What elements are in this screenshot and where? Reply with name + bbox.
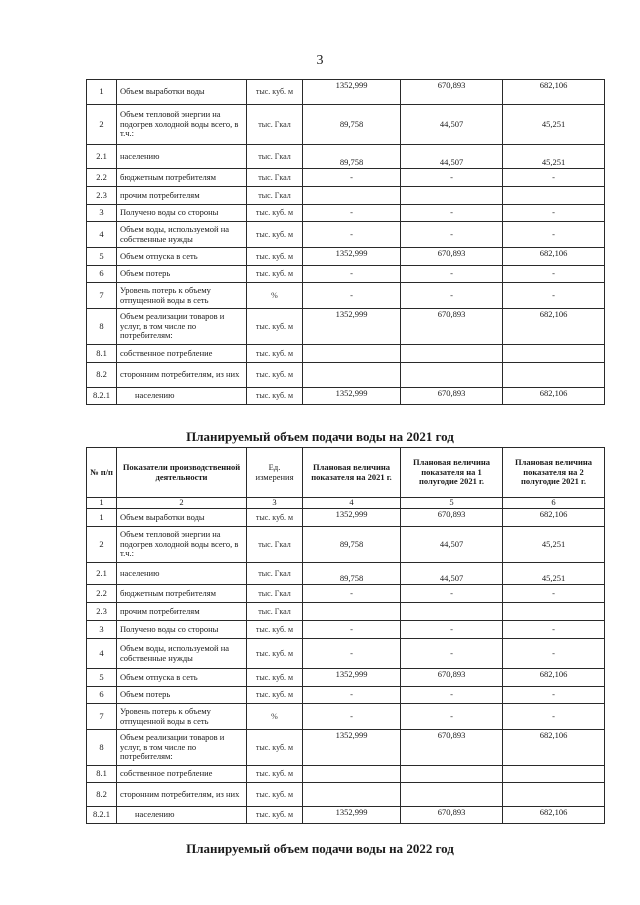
value-cell bbox=[303, 363, 401, 388]
unit-cell: тыс. Гкал bbox=[247, 603, 303, 621]
table-row bbox=[87, 730, 605, 766]
value-cell: 1352,999 bbox=[303, 80, 401, 105]
indicator-name: Объем тепловой энергии на подогрев холодной воды всего, в т.ч.: bbox=[117, 105, 247, 145]
indicator-name: Объем выработки воды bbox=[117, 80, 247, 105]
value-cell: 670,893 bbox=[401, 509, 503, 527]
value-cell bbox=[401, 766, 503, 783]
table-row bbox=[87, 105, 605, 145]
unit-cell: тыс. куб. м bbox=[247, 345, 303, 363]
value-cell: 44,507 bbox=[401, 527, 503, 563]
row-number: 2.2 bbox=[87, 585, 117, 603]
value-cell bbox=[303, 783, 401, 807]
value-cell: 45,251 bbox=[503, 563, 605, 585]
column-number-row bbox=[87, 498, 605, 509]
table-row bbox=[87, 187, 605, 205]
indicator-name: прочим потребителям bbox=[117, 187, 247, 205]
water-supply-table-continued bbox=[86, 79, 605, 405]
unit-cell: тыс. Гкал bbox=[247, 187, 303, 205]
unit-cell: тыс. куб. м bbox=[247, 807, 303, 824]
unit-cell: тыс. куб. м bbox=[247, 363, 303, 388]
value-cell: 670,893 bbox=[401, 730, 503, 766]
value-cell bbox=[503, 766, 605, 783]
value-cell: 44,507 bbox=[401, 563, 503, 585]
header-row bbox=[87, 448, 605, 498]
table-row bbox=[87, 807, 605, 824]
value-cell: 44,507 bbox=[401, 145, 503, 169]
value-cell bbox=[303, 187, 401, 205]
section-title-2021: Планируемый объем подачи воды на 2021 год bbox=[186, 429, 454, 444]
indicator-name: собственное потребление bbox=[117, 766, 247, 783]
indicator-name: Объем реализации товаров и услуг, в том числе по потребителям: bbox=[117, 309, 247, 345]
water-supply-table-2021 bbox=[86, 447, 605, 824]
indicator-name: сторонним потребителям, из них bbox=[117, 363, 247, 388]
unit-cell: тыс. куб. м bbox=[247, 669, 303, 687]
row-number: 8.2.1 bbox=[87, 388, 117, 405]
value-cell: 670,893 bbox=[401, 669, 503, 687]
value-cell: - bbox=[503, 639, 605, 669]
row-number: 2 bbox=[87, 105, 117, 145]
row-number: 8.2 bbox=[87, 363, 117, 388]
value-cell bbox=[503, 187, 605, 205]
value-cell: 682,106 bbox=[503, 509, 605, 527]
value-cell: 670,893 bbox=[401, 80, 503, 105]
value-cell: - bbox=[401, 704, 503, 730]
value-cell: 89,758 bbox=[303, 105, 401, 145]
value-cell: - bbox=[503, 283, 605, 309]
value-cell: - bbox=[401, 205, 503, 222]
value-cell: 682,106 bbox=[503, 80, 605, 105]
indicator-name: Объем отпуска в сеть bbox=[117, 248, 247, 266]
header-plan-year: Плановая величина показателя на 2021 г. bbox=[303, 448, 401, 498]
value-cell bbox=[401, 187, 503, 205]
indicator-name: Уровень потерь к объему отпущенной воды в сеть bbox=[117, 704, 247, 730]
indicator-name: населению bbox=[117, 388, 247, 405]
value-cell: 1352,999 bbox=[303, 730, 401, 766]
column-number: 4 bbox=[303, 498, 401, 509]
indicator-name: Объем воды, используемой на собственные нужды bbox=[117, 639, 247, 669]
row-number: 8 bbox=[87, 309, 117, 345]
indicator-name: Объем отпуска в сеть bbox=[117, 669, 247, 687]
unit-cell: тыс. Гкал bbox=[247, 145, 303, 169]
value-cell: 1352,999 bbox=[303, 388, 401, 405]
unit-cell: тыс. Гкал bbox=[247, 169, 303, 187]
table-row bbox=[87, 687, 605, 704]
table-row bbox=[87, 309, 605, 345]
table-row bbox=[87, 669, 605, 687]
row-number: 2.3 bbox=[87, 603, 117, 621]
value-cell: - bbox=[401, 169, 503, 187]
row-number: 1 bbox=[87, 509, 117, 527]
unit-cell: тыс. куб. м bbox=[247, 783, 303, 807]
unit-cell: тыс. куб. м bbox=[247, 388, 303, 405]
header-unit: Ед. измерения bbox=[247, 448, 303, 498]
value-cell: - bbox=[401, 283, 503, 309]
table-row bbox=[87, 603, 605, 621]
unit-cell: тыс. Гкал bbox=[247, 527, 303, 563]
row-number: 7 bbox=[87, 283, 117, 309]
value-cell: 45,251 bbox=[503, 527, 605, 563]
value-cell: 1352,999 bbox=[303, 807, 401, 824]
row-number: 8.1 bbox=[87, 766, 117, 783]
indicator-name: бюджетным потребителям bbox=[117, 169, 247, 187]
value-cell: - bbox=[303, 266, 401, 283]
row-number: 3 bbox=[87, 621, 117, 639]
row-number: 4 bbox=[87, 222, 117, 248]
table-row bbox=[87, 766, 605, 783]
row-number: 6 bbox=[87, 687, 117, 704]
value-cell: - bbox=[401, 266, 503, 283]
indicator-name: Объем потерь bbox=[117, 687, 247, 704]
value-cell: 682,106 bbox=[503, 807, 605, 824]
row-number: 6 bbox=[87, 266, 117, 283]
indicator-name: населению bbox=[117, 145, 247, 169]
unit-cell: тыс. куб. м bbox=[247, 222, 303, 248]
value-cell: - bbox=[503, 704, 605, 730]
row-number: 8.2.1 bbox=[87, 807, 117, 824]
value-cell: 1352,999 bbox=[303, 309, 401, 345]
indicator-name: Объем воды, используемой на собственные нужды bbox=[117, 222, 247, 248]
value-cell: - bbox=[401, 639, 503, 669]
table-row bbox=[87, 563, 605, 585]
column-number: 5 bbox=[401, 498, 503, 509]
row-number: 5 bbox=[87, 248, 117, 266]
indicator-name: населению bbox=[117, 807, 247, 824]
value-cell bbox=[303, 603, 401, 621]
table-row bbox=[87, 509, 605, 527]
table-row bbox=[87, 585, 605, 603]
table-row bbox=[87, 388, 605, 405]
value-cell: - bbox=[401, 585, 503, 603]
value-cell: - bbox=[303, 585, 401, 603]
value-cell: 45,251 bbox=[503, 145, 605, 169]
table-row bbox=[87, 145, 605, 169]
value-cell: - bbox=[503, 222, 605, 248]
row-number: 7 bbox=[87, 704, 117, 730]
table-row bbox=[87, 248, 605, 266]
value-cell: - bbox=[503, 687, 605, 704]
column-number: 6 bbox=[503, 498, 605, 509]
value-cell: - bbox=[303, 205, 401, 222]
column-number: 1 bbox=[87, 498, 117, 509]
row-number: 5 bbox=[87, 669, 117, 687]
table-row bbox=[87, 80, 605, 105]
row-number: 4 bbox=[87, 639, 117, 669]
table-row bbox=[87, 639, 605, 669]
table-row bbox=[87, 704, 605, 730]
indicator-name: населению bbox=[117, 563, 247, 585]
indicator-name: Объем реализации товаров и услуг, в том числе по потребителям: bbox=[117, 730, 247, 766]
unit-cell: тыс. куб. м bbox=[247, 509, 303, 527]
row-number: 2.2 bbox=[87, 169, 117, 187]
table-row bbox=[87, 621, 605, 639]
table-row bbox=[87, 222, 605, 248]
indicator-name: Объем тепловой энергии на подогрев холодной воды всего, в т.ч.: bbox=[117, 527, 247, 563]
value-cell: - bbox=[503, 621, 605, 639]
value-cell: 45,251 bbox=[503, 105, 605, 145]
value-cell bbox=[401, 603, 503, 621]
unit-cell: тыс. куб. м bbox=[247, 266, 303, 283]
value-cell: - bbox=[303, 704, 401, 730]
value-cell: 682,106 bbox=[503, 730, 605, 766]
table-row bbox=[87, 283, 605, 309]
value-cell: 682,106 bbox=[503, 669, 605, 687]
value-cell: 670,893 bbox=[401, 388, 503, 405]
value-cell bbox=[401, 783, 503, 807]
value-cell: 89,758 bbox=[303, 563, 401, 585]
table-row bbox=[87, 783, 605, 807]
value-cell: 1352,999 bbox=[303, 248, 401, 266]
header-number: № п/п bbox=[87, 448, 117, 498]
unit-cell: тыс. Гкал bbox=[247, 585, 303, 603]
value-cell: - bbox=[503, 205, 605, 222]
value-cell: - bbox=[303, 639, 401, 669]
value-cell: 1352,999 bbox=[303, 509, 401, 527]
unit-cell: тыс. куб. м bbox=[247, 730, 303, 766]
unit-cell: тыс. куб. м bbox=[247, 766, 303, 783]
header-indicator: Показатели производственной деятельности bbox=[117, 448, 247, 498]
page-number: 3 bbox=[316, 53, 324, 68]
value-cell: 682,106 bbox=[503, 248, 605, 266]
value-cell: 670,893 bbox=[401, 309, 503, 345]
value-cell: - bbox=[401, 621, 503, 639]
indicator-name: собственное потребление bbox=[117, 345, 247, 363]
table-row bbox=[87, 266, 605, 283]
table-row bbox=[87, 345, 605, 363]
header-plan-h1: Плановая величина показателя на 1 полугодие 2021 г. bbox=[401, 448, 503, 498]
value-cell: 682,106 bbox=[503, 309, 605, 345]
value-cell bbox=[503, 345, 605, 363]
unit-cell: % bbox=[247, 704, 303, 730]
column-number: 3 bbox=[247, 498, 303, 509]
value-cell bbox=[503, 603, 605, 621]
unit-cell: тыс. куб. м bbox=[247, 248, 303, 266]
unit-cell: тыс. Гкал bbox=[247, 105, 303, 145]
value-cell: - bbox=[401, 222, 503, 248]
value-cell: - bbox=[303, 687, 401, 704]
value-cell: 89,758 bbox=[303, 527, 401, 563]
value-cell bbox=[401, 363, 503, 388]
value-cell: - bbox=[303, 222, 401, 248]
row-number: 8 bbox=[87, 730, 117, 766]
indicator-name: Получено воды со стороны bbox=[117, 621, 247, 639]
row-number: 2 bbox=[87, 527, 117, 563]
section-title-2022: Планируемый объем подачи воды на 2022 год bbox=[186, 841, 454, 856]
row-number: 3 bbox=[87, 205, 117, 222]
value-cell: 89,758 bbox=[303, 145, 401, 169]
column-number: 2 bbox=[117, 498, 247, 509]
value-cell: 44,507 bbox=[401, 105, 503, 145]
value-cell: - bbox=[303, 169, 401, 187]
value-cell bbox=[503, 363, 605, 388]
indicator-name: бюджетным потребителям bbox=[117, 585, 247, 603]
row-number: 2.1 bbox=[87, 563, 117, 585]
table-row bbox=[87, 205, 605, 222]
row-number: 2.1 bbox=[87, 145, 117, 169]
unit-cell: % bbox=[247, 283, 303, 309]
value-cell bbox=[401, 345, 503, 363]
indicator-name: прочим потребителям bbox=[117, 603, 247, 621]
value-cell: - bbox=[303, 621, 401, 639]
table-row bbox=[87, 363, 605, 388]
unit-cell: тыс. Гкал bbox=[247, 563, 303, 585]
value-cell bbox=[303, 345, 401, 363]
value-cell: 670,893 bbox=[401, 248, 503, 266]
value-cell: - bbox=[503, 169, 605, 187]
value-cell: - bbox=[401, 687, 503, 704]
value-cell: - bbox=[503, 266, 605, 283]
indicator-name: сторонним потребителям, из них bbox=[117, 783, 247, 807]
value-cell: - bbox=[503, 585, 605, 603]
indicator-name: Объем потерь bbox=[117, 266, 247, 283]
row-number: 8.1 bbox=[87, 345, 117, 363]
header-plan-h2: Плановая величина показателя на 2 полугодие 2021 г. bbox=[503, 448, 605, 498]
unit-cell: тыс. куб. м bbox=[247, 687, 303, 704]
row-number: 2.3 bbox=[87, 187, 117, 205]
indicator-name: Получено воды со стороны bbox=[117, 205, 247, 222]
value-cell: 670,893 bbox=[401, 807, 503, 824]
table-row bbox=[87, 527, 605, 563]
indicator-name: Объем выработки воды bbox=[117, 509, 247, 527]
value-cell: 1352,999 bbox=[303, 669, 401, 687]
value-cell bbox=[503, 783, 605, 807]
row-number: 1 bbox=[87, 80, 117, 105]
unit-cell: тыс. куб. м bbox=[247, 205, 303, 222]
value-cell: - bbox=[303, 283, 401, 309]
value-cell: 682,106 bbox=[503, 388, 605, 405]
unit-cell: тыс. куб. м bbox=[247, 639, 303, 669]
table-row bbox=[87, 169, 605, 187]
unit-cell: тыс. куб. м bbox=[247, 621, 303, 639]
unit-cell: тыс. куб. м bbox=[247, 309, 303, 345]
value-cell bbox=[303, 766, 401, 783]
row-number: 8.2 bbox=[87, 783, 117, 807]
indicator-name: Уровень потерь к объему отпущенной воды в сеть bbox=[117, 283, 247, 309]
unit-cell: тыс. куб. м bbox=[247, 80, 303, 105]
